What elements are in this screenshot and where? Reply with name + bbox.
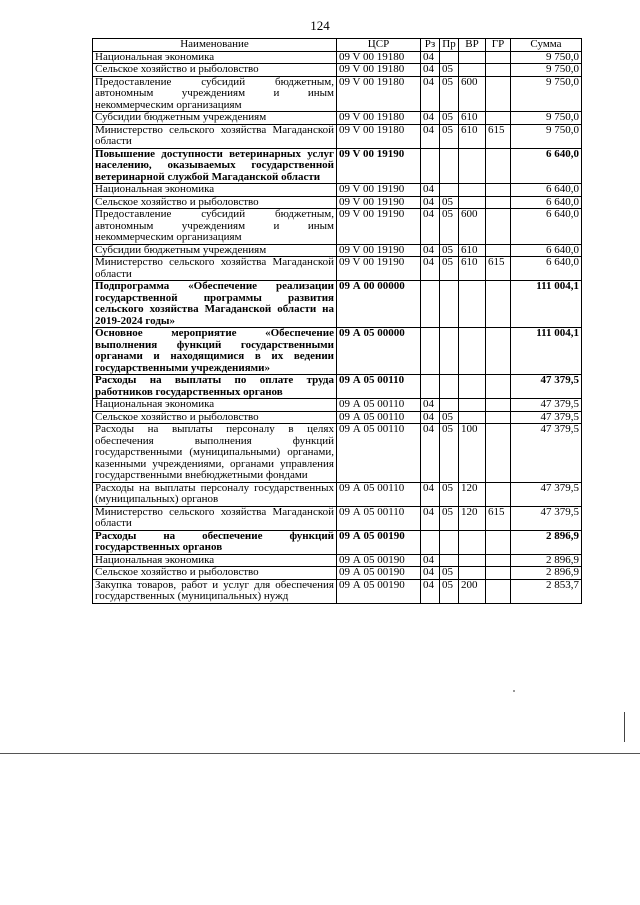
cell-gr: [486, 244, 511, 257]
cell-vr: 610: [459, 257, 486, 281]
cell-gr: [486, 399, 511, 412]
cell-sum: 47 379,5: [511, 424, 582, 483]
cell-pr: 05: [440, 76, 459, 112]
table-row: [93, 375, 582, 399]
cell-gr: [486, 411, 511, 424]
cell-vr: [459, 51, 486, 64]
cell-name: Министерство сельского хозяйства Магаданской области: [93, 257, 337, 281]
page-number: 124: [310, 18, 330, 33]
cell-gr: [486, 530, 511, 554]
table-row: [93, 399, 582, 412]
cell-sum: 6 640,0: [511, 184, 582, 197]
cell-gr: [486, 76, 511, 112]
cell-pr: 05: [440, 112, 459, 125]
cell-name: Расходы на выплаты персоналу в целях обеспечения выполнения функций государственными (муниципальными) органами, казенными учреждениями, органами управления государственными внебюджетными фондами: [93, 424, 337, 483]
cell-gr: 615: [486, 257, 511, 281]
cell-rz: 04: [421, 184, 440, 197]
cell-csr: 09 V 00 19180: [337, 51, 421, 64]
cell-csr: 09 А 05 00110: [337, 482, 421, 506]
table-row: [93, 76, 582, 112]
cell-rz: 04: [421, 399, 440, 412]
cell-pr: 05: [440, 64, 459, 77]
cell-vr: 610: [459, 124, 486, 148]
header-rz: Рз: [421, 39, 440, 52]
cell-name: Национальная экономика: [93, 51, 337, 64]
cell-gr: [486, 328, 511, 375]
cell-sum: 111 004,1: [511, 281, 582, 328]
cell-name: Национальная экономика: [93, 184, 337, 197]
cell-name: Сельское хозяйство и рыболовство: [93, 411, 337, 424]
cell-sum: 47 379,5: [511, 482, 582, 506]
cell-gr: [486, 184, 511, 197]
cell-name: Сельское хозяйство и рыболовство: [93, 567, 337, 580]
table-row: [93, 530, 582, 554]
cell-pr: [440, 51, 459, 64]
cell-rz: 04: [421, 124, 440, 148]
table-row: [93, 148, 582, 184]
cell-rz: 04: [421, 196, 440, 209]
cell-rz: [421, 530, 440, 554]
cell-sum: 6 640,0: [511, 257, 582, 281]
cell-vr: [459, 530, 486, 554]
cell-vr: 120: [459, 482, 486, 506]
cell-sum: 111 004,1: [511, 328, 582, 375]
cell-name: Национальная экономика: [93, 554, 337, 567]
cell-gr: [486, 112, 511, 125]
cell-sum: 9 750,0: [511, 112, 582, 125]
table-row: [93, 257, 582, 281]
cell-sum: 2 896,9: [511, 530, 582, 554]
table-header: [93, 39, 582, 52]
cell-pr: [440, 184, 459, 197]
cell-pr: 05: [440, 567, 459, 580]
table-row: [93, 51, 582, 64]
table-row: [93, 112, 582, 125]
cell-csr: 09 V 00 19180: [337, 124, 421, 148]
cell-sum: 6 640,0: [511, 209, 582, 245]
cell-vr: [459, 64, 486, 77]
cell-sum: 47 379,5: [511, 375, 582, 399]
cell-sum: 2 896,9: [511, 567, 582, 580]
cell-gr: [486, 51, 511, 64]
cell-rz: 04: [421, 567, 440, 580]
cell-vr: [459, 281, 486, 328]
header-name: Наименование: [93, 39, 337, 52]
cell-csr: 09 V 00 19190: [337, 244, 421, 257]
cell-name: Закупка товаров, работ и услуг для обеспечения государственных (муниципальных) нужд: [93, 579, 337, 603]
cell-csr: 09 А 05 00190: [337, 579, 421, 603]
cell-csr: 09 А 05 00110: [337, 375, 421, 399]
budget-table: [92, 38, 582, 604]
cell-sum: 47 379,5: [511, 506, 582, 530]
cell-name: Основное мероприятие «Обеспечение выполнения функций государственными органами и находящимися в их ведении государственными учреждениями»: [93, 328, 337, 375]
cell-name: Предоставление субсидий бюджетным, автономным учреждениям и иным некоммерческим организациям: [93, 76, 337, 112]
cell-rz: 04: [421, 64, 440, 77]
cell-sum: 2 896,9: [511, 554, 582, 567]
cell-rz: [421, 281, 440, 328]
cell-csr: 09 А 05 00190: [337, 530, 421, 554]
cell-rz: 04: [421, 257, 440, 281]
cell-csr: 09 А 05 00110: [337, 399, 421, 412]
cell-csr: 09 V 00 19180: [337, 112, 421, 125]
cell-name: Министерство сельского хозяйства Магаданской области: [93, 124, 337, 148]
table-row: [93, 567, 582, 580]
cell-pr: 05: [440, 244, 459, 257]
cell-vr: [459, 196, 486, 209]
cell-gr: 615: [486, 506, 511, 530]
cell-name: Субсидии бюджетным учреждениям: [93, 112, 337, 125]
cell-name: Расходы на выплаты по оплате труда работников государственных органов: [93, 375, 337, 399]
cell-vr: [459, 399, 486, 412]
cell-pr: 05: [440, 124, 459, 148]
cell-pr: 05: [440, 424, 459, 483]
cell-rz: 04: [421, 554, 440, 567]
cell-rz: [421, 375, 440, 399]
cell-name: Повышение доступности ветеринарных услуг населению, оказываемых государственной ветеринарной службой Магаданской области: [93, 148, 337, 184]
header-sum: Сумма: [511, 39, 582, 52]
cell-rz: 04: [421, 209, 440, 245]
cell-rz: 04: [421, 506, 440, 530]
table-row: [93, 554, 582, 567]
cell-vr: [459, 411, 486, 424]
cell-vr: 200: [459, 579, 486, 603]
cell-pr: [440, 281, 459, 328]
cell-pr: 05: [440, 411, 459, 424]
cell-name: Национальная экономика: [93, 399, 337, 412]
cell-gr: [486, 482, 511, 506]
cell-vr: [459, 148, 486, 184]
cell-vr: 120: [459, 506, 486, 530]
cell-csr: 09 V 00 19180: [337, 76, 421, 112]
cell-pr: 05: [440, 579, 459, 603]
cell-gr: [486, 424, 511, 483]
cell-pr: 05: [440, 506, 459, 530]
cell-name: Сельское хозяйство и рыболовство: [93, 64, 337, 77]
cell-name: Предоставление субсидий бюджетным, автономным учреждениям и иным некоммерческим организациям: [93, 209, 337, 245]
table-row: [93, 244, 582, 257]
cell-name: Расходы на выплаты персоналу государственных (муниципальных) органов: [93, 482, 337, 506]
cell-rz: [421, 328, 440, 375]
table-body: [93, 51, 582, 603]
cell-rz: [421, 148, 440, 184]
cell-gr: [486, 196, 511, 209]
cell-rz: 04: [421, 424, 440, 483]
cell-gr: [486, 209, 511, 245]
cell-sum: 9 750,0: [511, 124, 582, 148]
table-row: [93, 482, 582, 506]
cell-csr: 09 А 05 00110: [337, 506, 421, 530]
cell-csr: 09 А 05 00110: [337, 424, 421, 483]
cell-rz: 04: [421, 76, 440, 112]
cell-rz: 04: [421, 579, 440, 603]
table-row: [93, 424, 582, 483]
cell-pr: 05: [440, 257, 459, 281]
cell-csr: 09 V 00 19190: [337, 209, 421, 245]
cell-csr: 09 А 05 00000: [337, 328, 421, 375]
cell-vr: 600: [459, 209, 486, 245]
cell-gr: 615: [486, 124, 511, 148]
cell-csr: 09 V 00 19190: [337, 196, 421, 209]
cell-pr: [440, 554, 459, 567]
cell-vr: 600: [459, 76, 486, 112]
cell-sum: 47 379,5: [511, 399, 582, 412]
table-row: [93, 411, 582, 424]
cell-gr: [486, 554, 511, 567]
cell-sum: 2 853,7: [511, 579, 582, 603]
table-row: [93, 506, 582, 530]
cell-csr: 09 V 00 19190: [337, 148, 421, 184]
cell-csr: 09 А 05 00190: [337, 567, 421, 580]
header-pr: Пр: [440, 39, 459, 52]
cell-name: Подпрограмма «Обеспечение реализации государственной программы развития сельского хозяйства Магаданской области на 2019-2024 годы»: [93, 281, 337, 328]
cell-vr: 610: [459, 244, 486, 257]
table-row: [93, 184, 582, 197]
cell-pr: 05: [440, 209, 459, 245]
cell-sum: 47 379,5: [511, 411, 582, 424]
cell-vr: 610: [459, 112, 486, 125]
cell-gr: [486, 579, 511, 603]
header-vr: ВР: [459, 39, 486, 52]
header-csr: ЦСР: [337, 39, 421, 52]
cell-pr: [440, 148, 459, 184]
cell-pr: [440, 399, 459, 412]
cell-vr: [459, 328, 486, 375]
table-row: [93, 209, 582, 245]
cell-vr: [459, 184, 486, 197]
table-row: [93, 124, 582, 148]
table-row: [93, 196, 582, 209]
cell-gr: [486, 281, 511, 328]
cell-name: Субсидии бюджетным учреждениям: [93, 244, 337, 257]
table-row: [93, 579, 582, 603]
cell-pr: [440, 328, 459, 375]
cell-sum: 9 750,0: [511, 76, 582, 112]
table-row: [93, 281, 582, 328]
cell-sum: 6 640,0: [511, 244, 582, 257]
cell-csr: 09 V 00 19180: [337, 64, 421, 77]
table-row: [93, 64, 582, 77]
cell-gr: [486, 375, 511, 399]
table-row: [93, 328, 582, 375]
cell-csr: 09 А 00 00000: [337, 281, 421, 328]
cell-csr: 09 V 00 19190: [337, 257, 421, 281]
cell-rz: 04: [421, 244, 440, 257]
header-row: [93, 39, 582, 52]
cell-pr: 05: [440, 482, 459, 506]
cell-name: Министерство сельского хозяйства Магаданской области: [93, 506, 337, 530]
cell-name: Расходы на обеспечение функций государственных органов: [93, 530, 337, 554]
scan-artifact: [513, 690, 515, 692]
cell-rz: 04: [421, 51, 440, 64]
scan-artifact-line: [624, 712, 625, 742]
cell-vr: [459, 567, 486, 580]
cell-vr: [459, 375, 486, 399]
page-bottom-rule: [0, 753, 640, 754]
header-gr: ГР: [486, 39, 511, 52]
cell-gr: [486, 148, 511, 184]
cell-sum: 9 750,0: [511, 64, 582, 77]
cell-sum: 9 750,0: [511, 51, 582, 64]
cell-name: Сельское хозяйство и рыболовство: [93, 196, 337, 209]
cell-rz: 04: [421, 411, 440, 424]
cell-vr: [459, 554, 486, 567]
cell-vr: 100: [459, 424, 486, 483]
cell-rz: 04: [421, 112, 440, 125]
cell-pr: [440, 530, 459, 554]
cell-csr: 09 А 05 00190: [337, 554, 421, 567]
cell-csr: 09 V 00 19190: [337, 184, 421, 197]
cell-sum: 6 640,0: [511, 196, 582, 209]
cell-sum: 6 640,0: [511, 148, 582, 184]
cell-pr: [440, 375, 459, 399]
cell-csr: 09 А 05 00110: [337, 411, 421, 424]
cell-gr: [486, 64, 511, 77]
cell-gr: [486, 567, 511, 580]
cell-rz: 04: [421, 482, 440, 506]
cell-pr: 05: [440, 196, 459, 209]
